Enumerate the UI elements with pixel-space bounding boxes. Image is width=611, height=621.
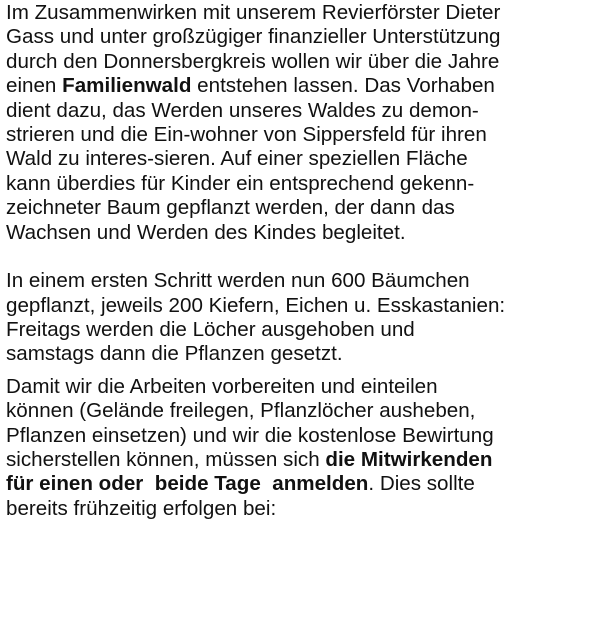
text-line: samstags dann die Pflanzen gesetzt. — [6, 342, 343, 366]
text-segment: einen — [6, 74, 63, 98]
text-line: kann überdies für Kinder ein entsprechend gekenn- — [6, 171, 475, 195]
document-body — [6, 1, 610, 521]
text-line: dient dazu, das Werden unseres Waldes zu demon- — [6, 98, 479, 122]
text-line: Damit wir die Arbeiten vorbereiten und einteilen — [6, 374, 438, 398]
text-line: Gass und unter großzügiger finanzieller Unterstützung — [6, 25, 501, 49]
emphasis-mitwirkenden: die Mitwirkenden — [325, 448, 493, 472]
paragraph-planting — [6, 269, 610, 367]
emphasis-anmelden: für einen oder beide Tage anmelden — [6, 472, 369, 496]
text-segment: sicherstellen können, müssen sich — [6, 448, 326, 472]
text-line: strieren und die Ein-wohner von Sippersfeld für ihren — [6, 122, 487, 146]
emphasis-familienwald: Familienwald — [62, 74, 192, 98]
text-line — [6, 448, 610, 472]
text-line: In einem ersten Schritt werden nun 600 Bäumchen — [6, 269, 470, 293]
text-line: Im Zusammenwirken mit unserem Revierförster Dieter — [6, 1, 501, 24]
paragraph-familienwald — [6, 1, 610, 245]
paragraph-spacer — [6, 367, 610, 375]
text-line: durch den Donnersbergkreis wollen wir über die Jahre — [6, 49, 500, 73]
text-segment: entstehen lassen. Das Vorhaben — [191, 74, 495, 98]
text-line: Wald zu interes-sieren. Auf einer speziellen Fläche — [6, 147, 468, 171]
text-line: können (Gelände freilegen, Pflanzlöcher ausheben, — [6, 399, 476, 423]
text-line: zeichneter Baum gepflanzt werden, der dann das — [6, 196, 455, 220]
text-line: bereits frühzeitig erfolgen bei: — [6, 496, 277, 520]
paragraph-spacer — [6, 245, 610, 269]
paragraph-registration — [6, 375, 610, 521]
text-line: gepflanzt, jeweils 200 Kiefern, Eichen u. Esskastanien: — [6, 293, 506, 317]
text-line: Pflanzen einsetzen) und wir die kostenlose Bewirtung — [6, 423, 494, 447]
text-line: Freitags werden die Löcher ausgehoben und — [6, 318, 415, 342]
text-line: Wachsen und Werden des Kindes begleitet. — [6, 220, 406, 244]
text-line — [6, 74, 610, 98]
text-line — [6, 472, 610, 496]
text-segment: . Dies sollte — [368, 472, 475, 496]
